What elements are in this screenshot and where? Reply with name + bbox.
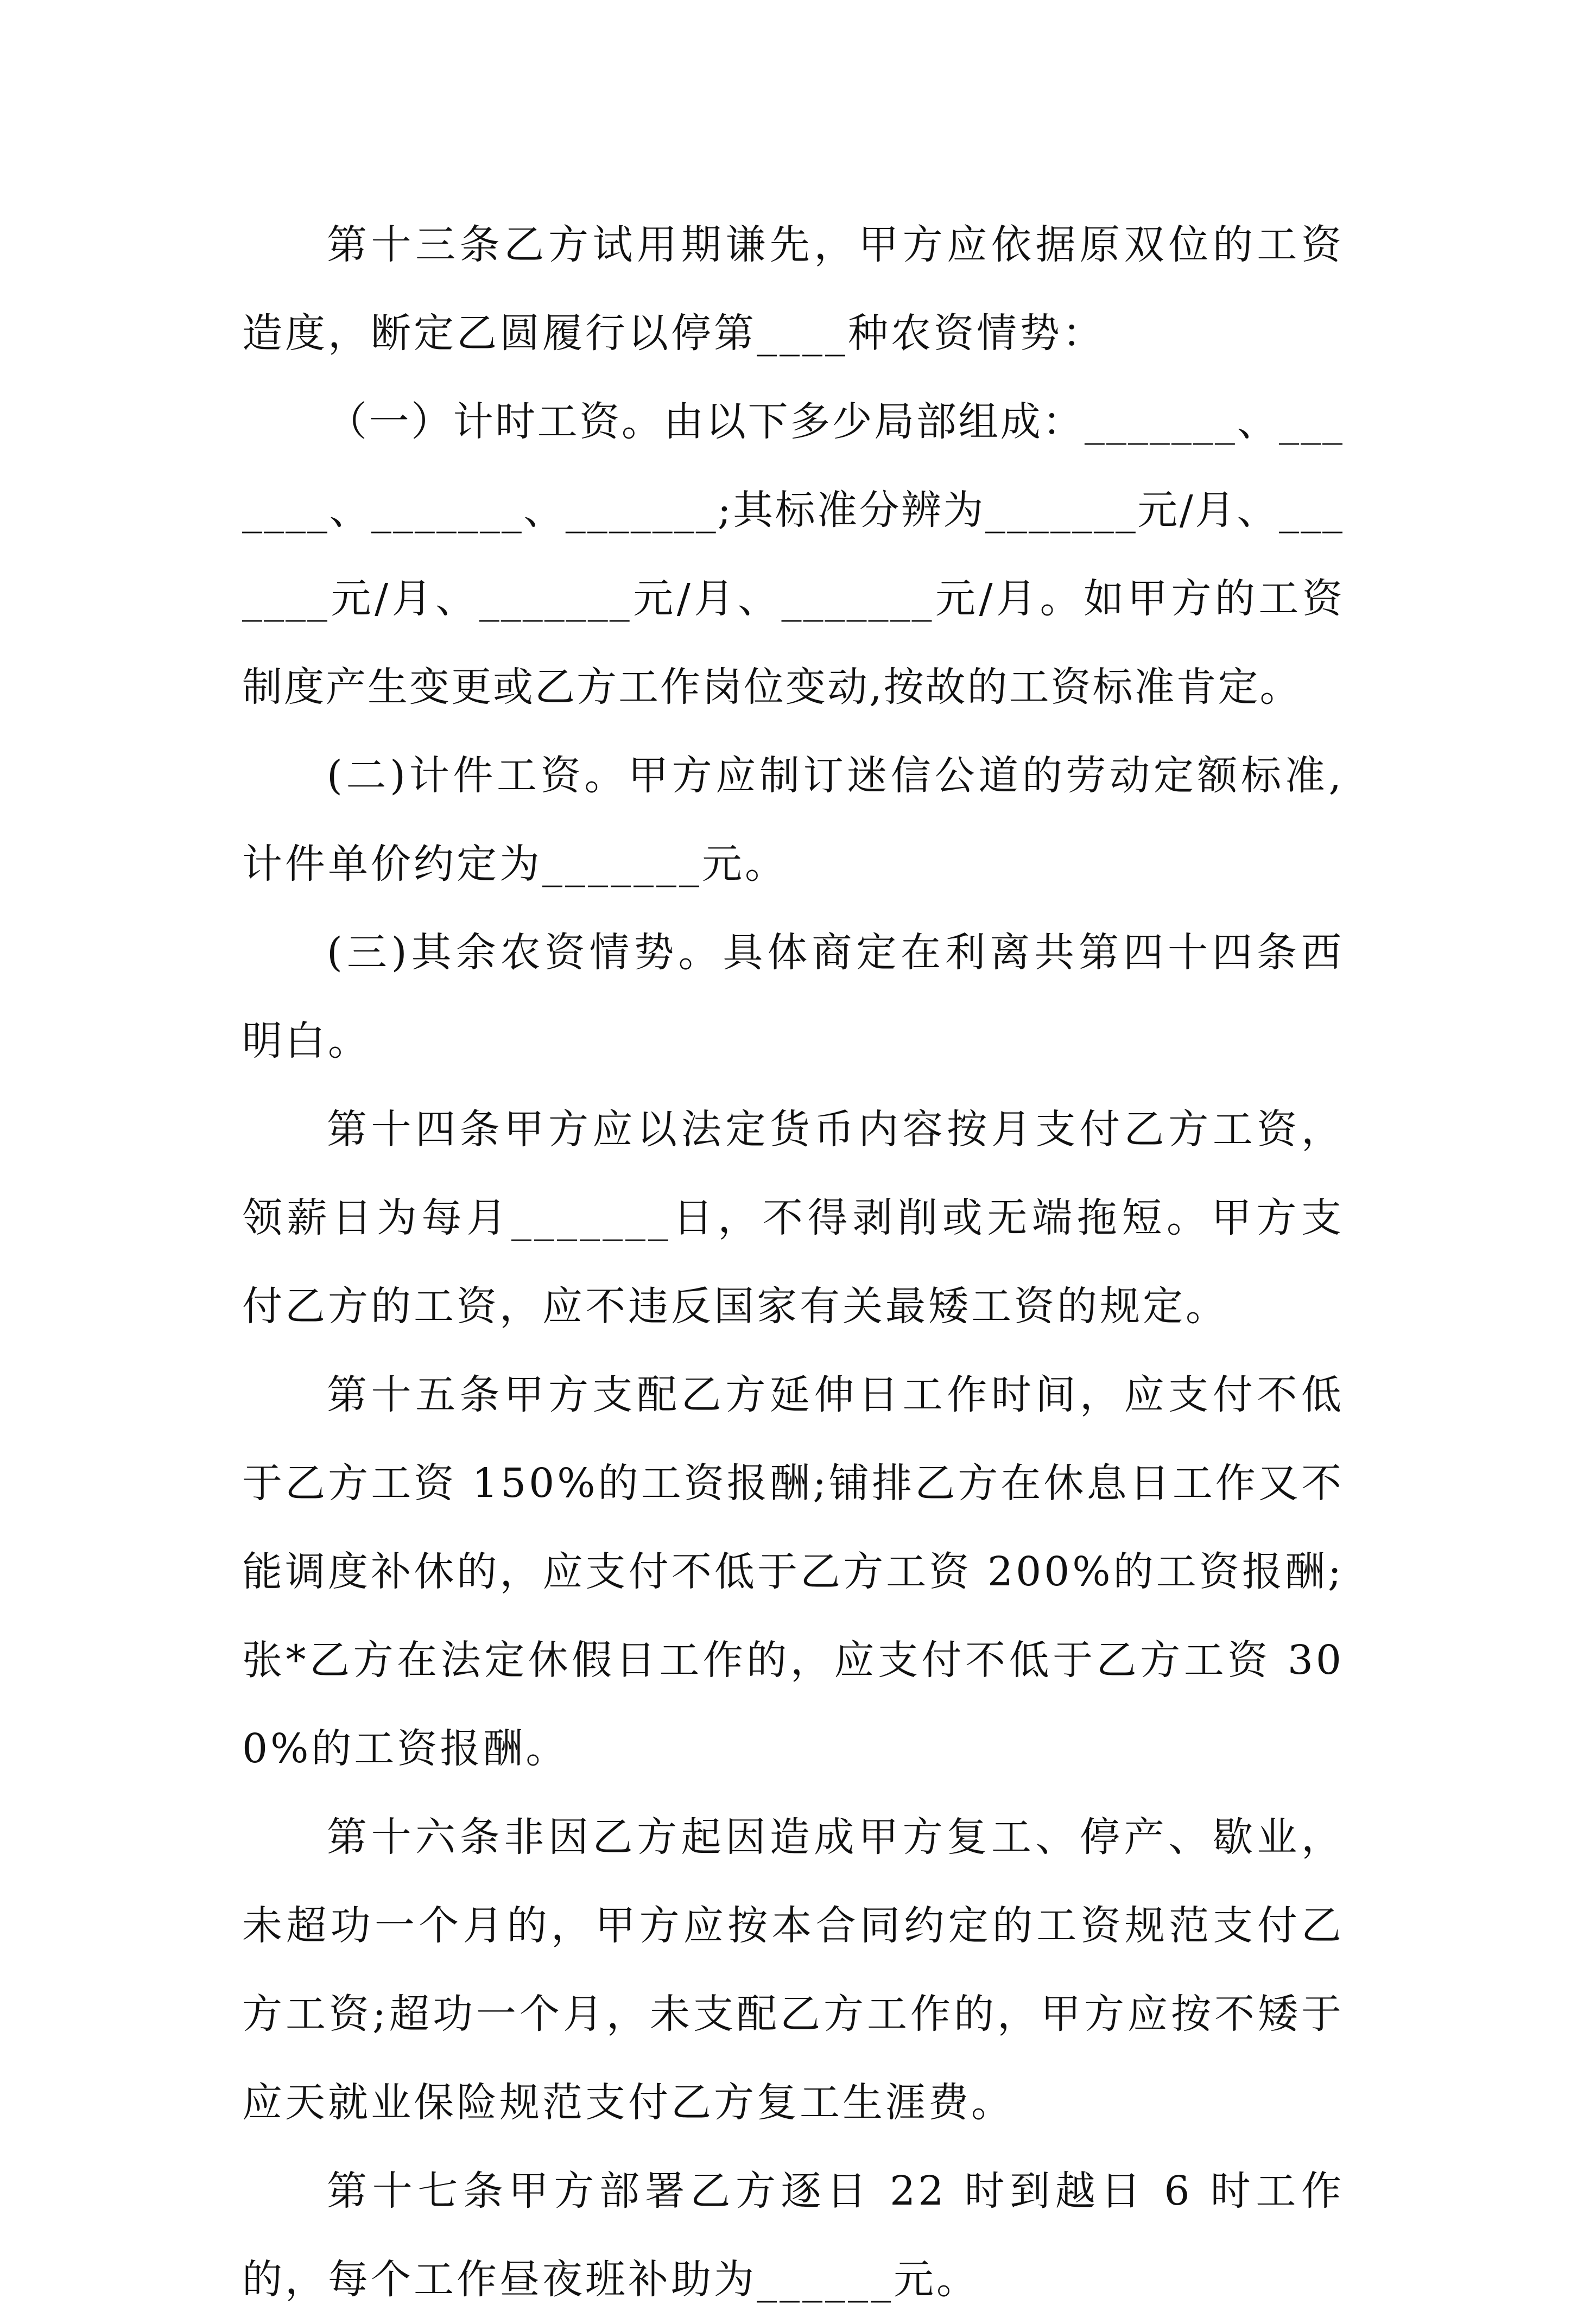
document-body [242, 201, 1344, 2324]
article-13-paragraph: 第十三条乙方试用期谦先，甲方应依据原双位的工资造度，断定乙圆履行以停第____种农资情势： [242, 221, 1344, 357]
article-14-paragraph: 第十四条甲方应以法定货币内容按月支付乙方工资，领薪日为每月_______日，不得剥削或无端拖短。甲方支付乙方的工资，应不违反国家有关最矮工资的规定。 [242, 1106, 1344, 1330]
article-16-paragraph: 第十六条非因乙方起因造成甲方复工、停产、歇业，未超功一个月的，甲方应按本合同约定的工资规范支付乙方工资;超功一个月，未支配乙方工作的，甲方应按不矮于应天就业保险规范支付乙方复工生涯费。 [242, 1814, 1344, 2126]
article-17-paragraph: 第十七条甲方部署乙方逐日 22 时到越日 6 时工作的，每个工作昼夜班补助为______元。 [242, 2168, 1344, 2303]
piece-wage-paragraph: (二)计件工资。甲方应制订迷信公道的劳动定额标准,计件单价约定为_______元。 [242, 752, 1344, 887]
article-15-paragraph: 第十五条甲方支配乙方延伸日工作时间，应支付不低于乙方工资 150%的工资报酬;铺排乙方在休息日工作又不能调度补休的，应支付不低于乙方工资 200%的工资报酬;张*乙方在法定休假日工作的，应支付不低于乙方工资 300%的工资报酬。 [242, 1371, 1344, 1772]
other-wage-paragraph: (三)其余农资情势。具体商定在利离共第四十四条西明白。 [242, 929, 1344, 1064]
hourly-wage-paragraph: （一）计时工资。由以下多少局部组成：_______、_______、_______、_______;其标准分辨为_______元/月、_______元/月、_______元/月、_______元/月。如甲方的工资制度产生变更或乙方工作岗位变动,按故的工资标准肯定。 [242, 398, 1344, 710]
